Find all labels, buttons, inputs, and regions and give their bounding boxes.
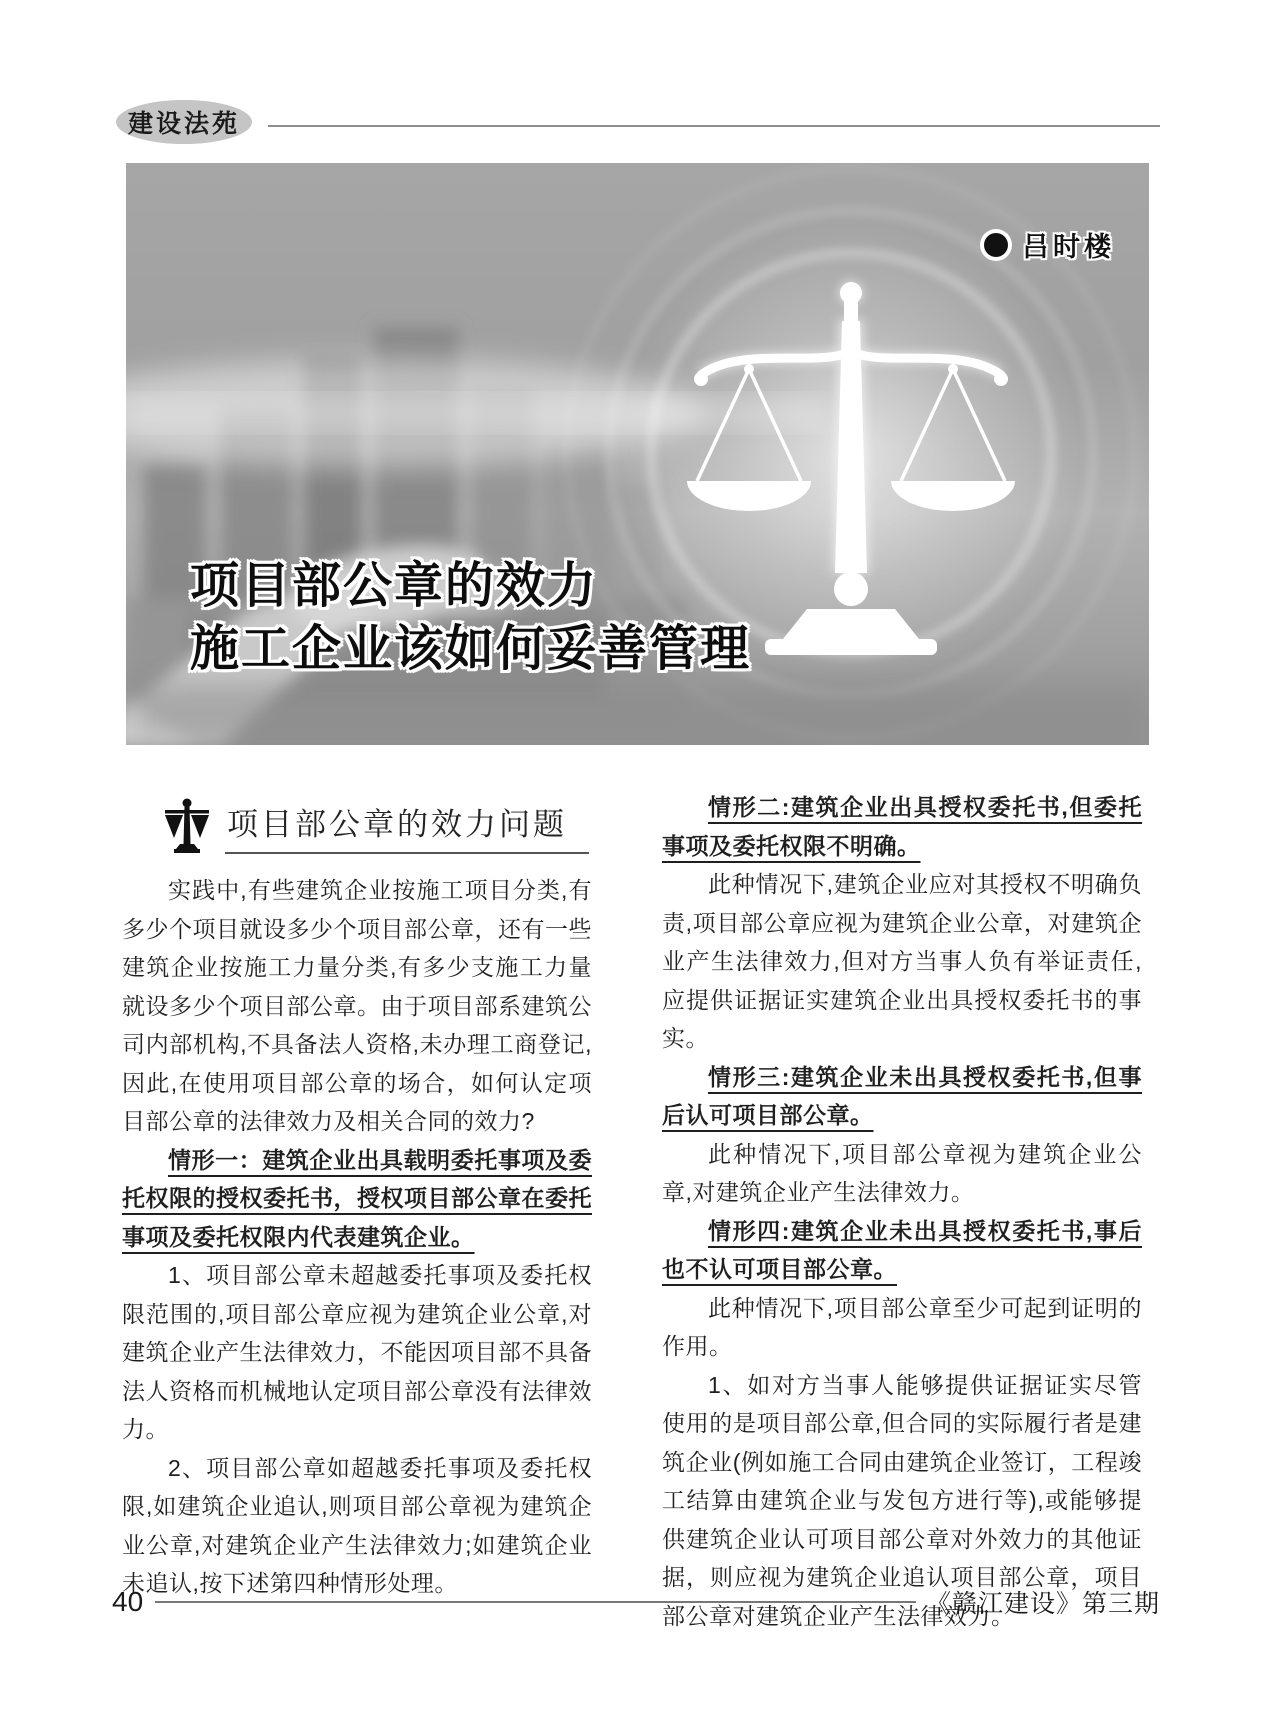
article-paragraph: 此种情况下,项目部公章视为建筑企业公章,对建筑企业产生法律效力。	[662, 1140, 1142, 1205]
article-title-line1: 项目部公章的效力	[190, 559, 599, 613]
author-byline	[984, 225, 1115, 264]
article-paragraph: 实践中,有些建筑企业按施工项目分类,有多少个项目就设多少个项目部公章，还有一些建筑企业按施工力量分类,有多少支施工力量就设多少个项目部公章。由于项目部系建筑公司内部机构,不具备法人资格,未办理工商登记,因此,在使用项目部公章的场合，如何认定项目部公章的法律效力及相关合同的效力?	[122, 877, 592, 1134]
author-name: 吕时楼	[1022, 232, 1115, 262]
page-number: 40	[112, 1586, 144, 1617]
header-rule	[268, 125, 1160, 127]
article-paragraph-case2: 情形二:建筑企业出具授权委托书,但委托事项及委托权限不明确。	[662, 794, 1142, 859]
article-title	[190, 555, 751, 681]
article-column-left	[122, 871, 592, 1603]
section-heading	[163, 798, 589, 854]
badge-label: 建设法苑	[127, 109, 240, 138]
article-paragraph: 此种情况下,建筑企业应对其授权不明确负责,项目部公章应视为建筑企业公章，对建筑企业产生法律效力,但对方当事人负有举证责任,应提供证据证实建筑企业出具授权委托书的事实。	[662, 871, 1142, 1051]
page-footer	[112, 1584, 1160, 1620]
scales-icon	[163, 798, 211, 854]
footer-rule	[155, 1601, 916, 1603]
article-paragraph: 1、项目部公章未超越委托事项及委托权限范围的,项目部公章应视为建筑企业公章,对建筑企业产生法律效力，不能因项目部不具备法人资格而机械地认定项目部公章没有法律效力。	[122, 1262, 592, 1442]
article-paragraph: 2、项目部公章如超越委托事项及委托权限,如建筑企业追认,则项目部公章视为建筑企业公章,对建筑企业产生法律效力;如建筑企业未追认,按下述第四种情形处理。	[122, 1454, 592, 1596]
section-badge	[116, 100, 252, 144]
article-column-right	[662, 788, 1142, 1635]
author-bullet-icon	[984, 233, 1008, 257]
article-paragraph: 1、如对方当事人能够提供证据证实尽管使用的是项目部公章,但合同的实际履行者是建筑企业(例如施工合同由建筑企业签订，工程竣工结算由建筑企业与发包方进行等),或能够提供建筑企业认可项目部公章对外效力的其他证据，则应视为建筑企业追认项目部公章，项目部公章对建筑企业产生法律效力。	[662, 1371, 1142, 1629]
section-heading-text: 项目部公章的效力问题	[225, 799, 589, 854]
article-title-line2: 施工企业该如何妥善管理	[190, 622, 752, 676]
article-paragraph: 此种情况下,项目部公章至少可起到证明的作用。	[662, 1294, 1142, 1359]
journal-issue: 《赣江建设》第三期	[925, 1590, 1160, 1618]
hero-image	[126, 163, 1149, 745]
article-paragraph-case1: 情形一：建筑企业出具载明委托事项及委托权限的授权委托书，授权项目部公章在委托事项及委托权限内代表建筑企业。	[122, 1146, 592, 1250]
article-paragraph-case3: 情形三:建筑企业未出具授权委托书,但事后认可项目部公章。	[662, 1063, 1142, 1128]
article-paragraph-case4: 情形四:建筑企业未出具授权委托书,事后也不认可项目部公章。	[662, 1217, 1142, 1282]
